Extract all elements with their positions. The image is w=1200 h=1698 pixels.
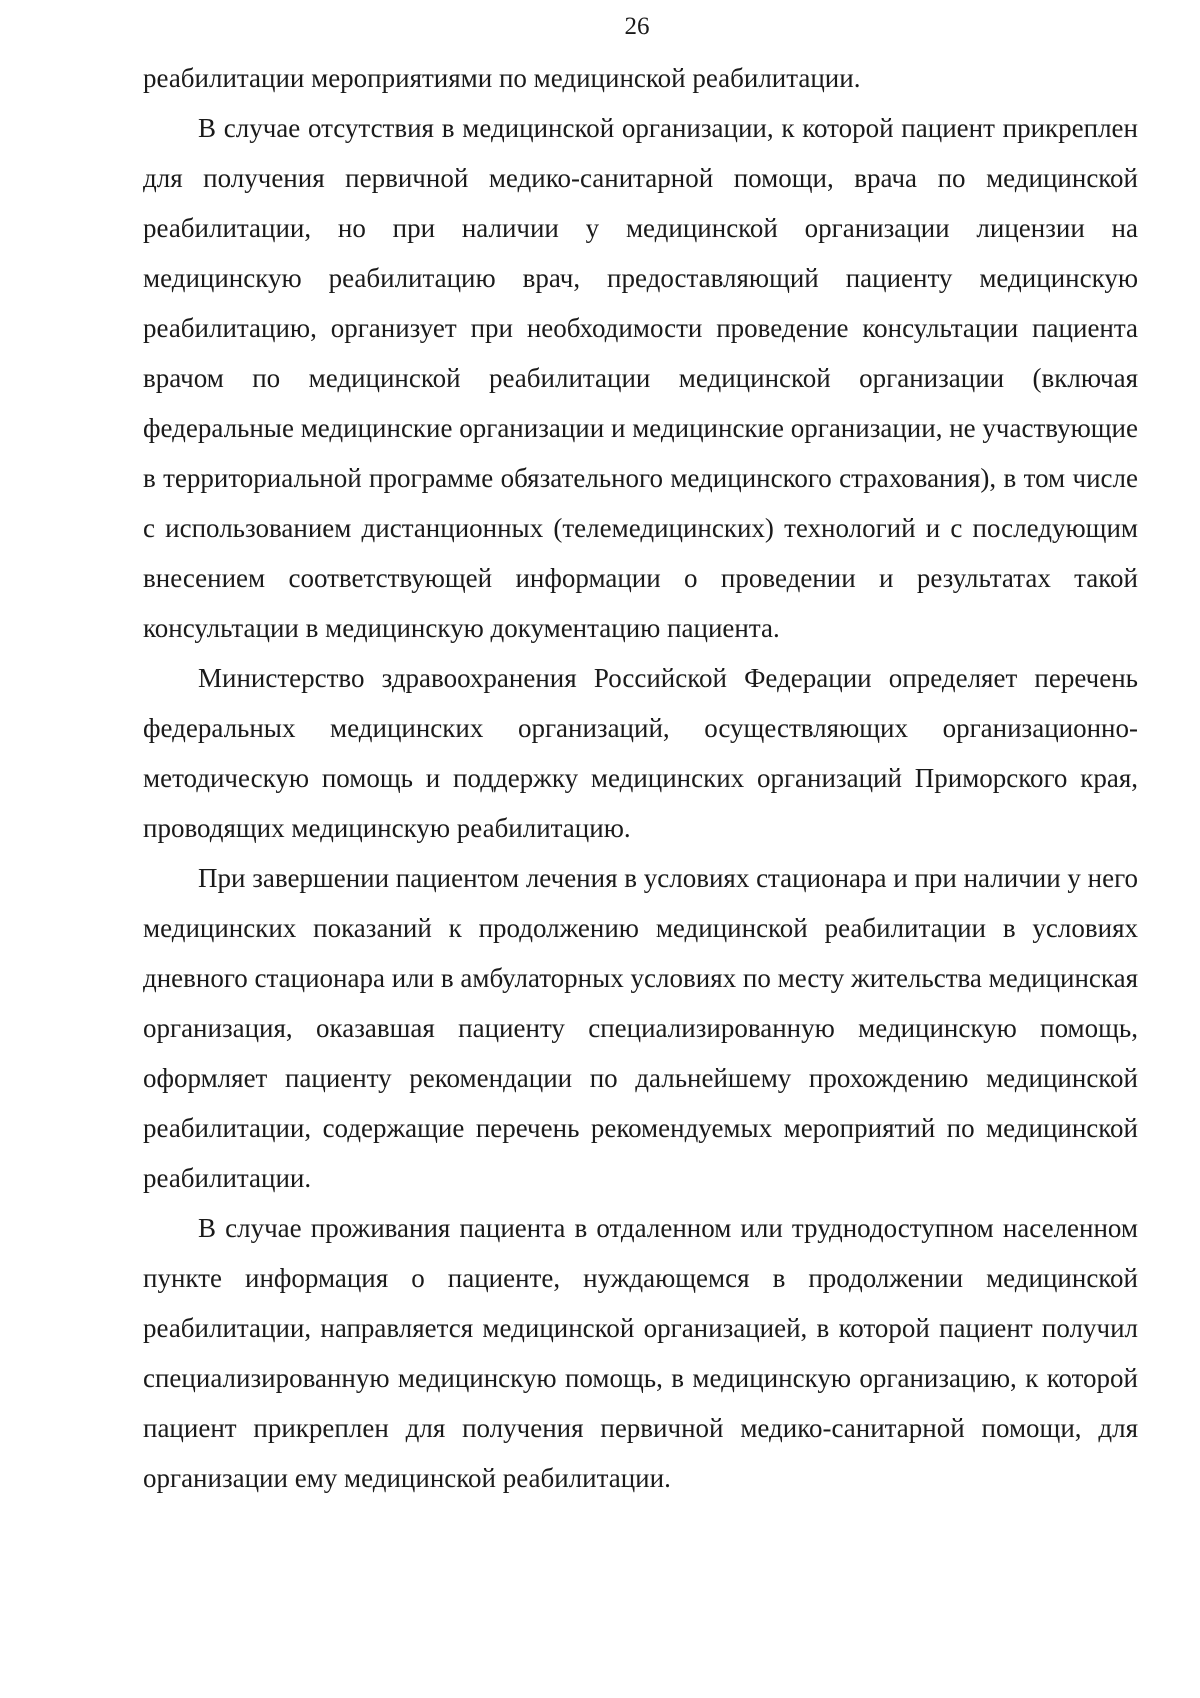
paragraph-4: При завершении пациентом лечения в условиях стационара и при наличии у него медицинских показаний к продолжению медицинской реабилитации в условиях дневного стационара или в амбулаторных условиях по месту жительства медицинская организация, оказавшая пациенту специализированную медицинскую помощь, оформляет пациенту рекомендации по дальнейшему прохождению медицинской реабилитации, содержащие перечень рекомендуемых мероприятий по медицинской реабилитации. bbox=[143, 863, 1138, 1193]
paragraph-5: В случае проживания пациента в отдаленном или труднодоступном населенном пункте информация о пациенте, нуждающемся в продолжении медицинской реабилитации, направляется медицинской организацией, в которой пациент получил специализированную медицинскую помощь, в медицинскую организацию, к которой пациент прикреплен для получения первичной медико-санитарной помощи, для организации ему медицинской реабилитации. bbox=[143, 1213, 1138, 1493]
page-number: 26 bbox=[624, 13, 650, 40]
paragraph-1: реабилитации мероприятиями по медицинской реабилитации. bbox=[143, 63, 861, 93]
paragraph-2: В случае отсутствия в медицинской организации, к которой пациент прикреплен для получения первичной медико-санитарной помощи, врача по медицинской реабилитации, но при наличии у медицинской организации лицензии на медицинскую реабилитацию врач, предоставляющий пациенту медицинскую реабилитацию, организует при необходимости проведение консультации пациента врачом по медицинской реабилитации медицинской организации (включая федеральные медицинские организации и медицинские организации, не участвующие в территориальной программе обязательного медицинского страхования), в том числе с использованием дистанционных (телемедицинских) технологий и с последующим внесением соответствующей информации о проведении и результатах такой консультации в медицинскую документацию пациента. bbox=[143, 113, 1138, 643]
document-body bbox=[143, 53, 1138, 1503]
paragraph-3: Министерство здравоохранения Российской Федерации определяет перечень федеральных медицинских организаций, осуществляющих организационно-методическую помощь и поддержку медицинских организаций Приморского края, проводящих медицинскую реабилитацию. bbox=[143, 663, 1138, 843]
